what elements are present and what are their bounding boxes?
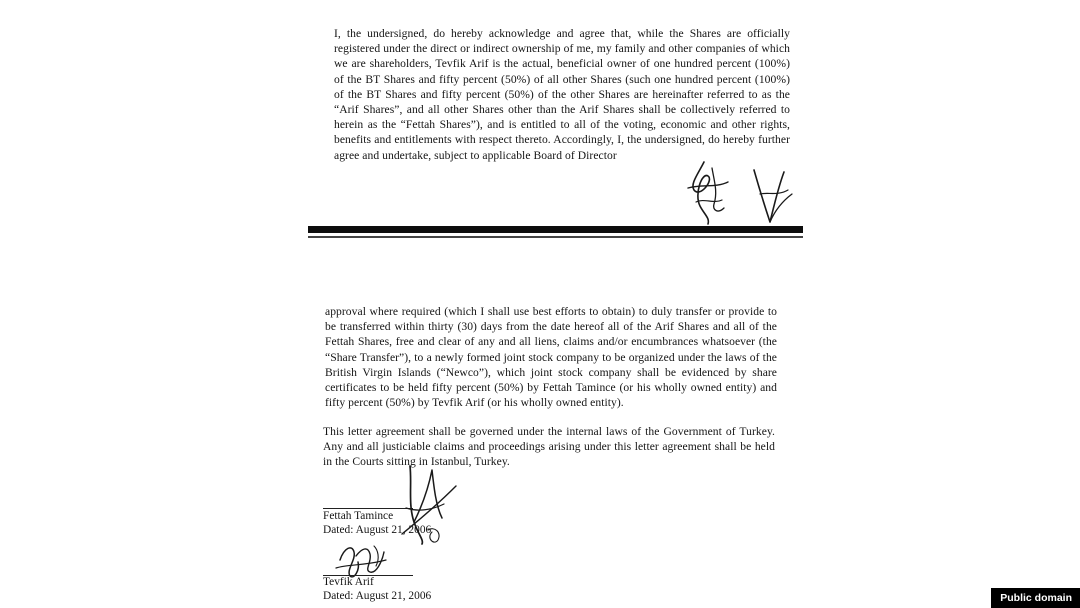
paragraph-governing-law: This letter agreement shall be governed under the internal laws of the Government of Turkey. Any and all justiciable claims and proceedings arising under this letter agreement shall be held in the Courts sitting in Istanbul, Turkey. — [323, 425, 775, 469]
initials-signature-2 — [750, 164, 796, 226]
signatory-name: Tevfik Arif — [323, 576, 374, 588]
page-break-bar — [308, 226, 803, 233]
initials-signature-1 — [684, 158, 734, 226]
handwritten-signature — [398, 460, 462, 546]
signature-date: Dated: August 21, 2006 — [323, 524, 432, 536]
signatory-name: Fettah Tamince — [323, 510, 394, 522]
paragraph-transfer: approval where required (which I shall use best efforts to obtain) to duly transfer or provide to be transferred within thirty (30) days from the date hereof all of the Arif Shares and all of the Fettah Shares, free and clear of any and all liens, claims and/or encumbrances whatsoever (the “Share Transfer”), to a newly formed joint stock company to be organized under the laws of the British Virgin Islands (“Newco”), which joint stock company shall be evidenced by share certificates to be held fifty percent (50%) by Fettah Tamince (or his wholly owned entity) and fifty percent (50%) by Tevfik Arif (or his wholly owned entity). — [325, 305, 777, 410]
paragraph-acknowledgement: I, the undersigned, do hereby acknowledge and agree that, while the Shares are officially registered under the direct or indirect ownership of me, my family and other companies of which we are shareholders, Tevfik Arif is the actual, beneficial owner of one hundred percent (100%) of the BT Shares and fifty percent (50%) of all other Shares (such one hundred percent (100%) of the BT Shares and fifty percent (50%) of the other Shares are hereinafter referred to as the “Arif Shares”, and all other Shares other than the Arif Shares shall be collectively referred to herein as the “Fettah Shares”), and is entitled to all of the voting, economic and other rights, benefits and entitlements with respect thereto. Accordingly, I, the undersigned, do hereby further agree and undertake, subject to applicable Board of Director — [334, 27, 790, 162]
handwritten-signature — [334, 540, 390, 580]
license-badge: Public domain — [991, 588, 1080, 608]
signature-date: Dated: August 21, 2006 — [323, 590, 432, 602]
page-break-line — [308, 236, 803, 238]
